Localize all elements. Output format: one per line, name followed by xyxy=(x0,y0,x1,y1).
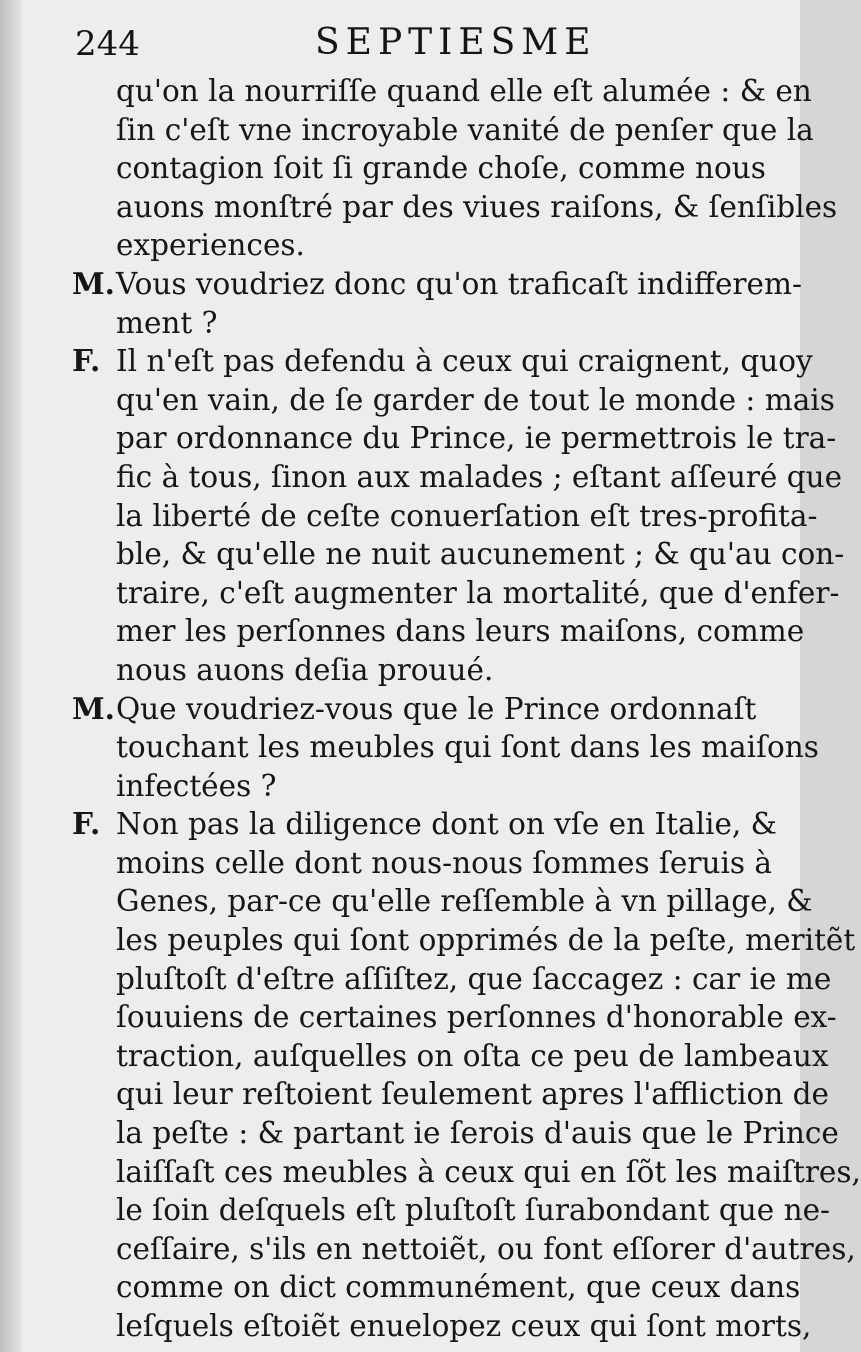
text-line xyxy=(72,1075,830,1114)
text-line xyxy=(72,111,814,150)
line-text: le ſoin deſquels eſt pluſtoſt ſurabondant que ne- xyxy=(116,1193,831,1228)
line-text: Il n'eſt pas defendu à ceux qui craignent, quoy xyxy=(116,344,813,379)
text-line xyxy=(72,1268,801,1307)
speaker-label: F. xyxy=(72,806,101,842)
text-line xyxy=(72,728,819,767)
text-line xyxy=(72,574,840,613)
text-line xyxy=(72,690,784,729)
line-text: Vous voudriez donc qu'on traficaſt indifferem- xyxy=(116,266,802,301)
line-text: la peſte : & partant ie ſerois d'auis que le Prince xyxy=(116,1116,839,1151)
line-text: ceſſaire, s'ils en nettoiẽt, ou font eſſorer d'autres, xyxy=(116,1231,856,1266)
line-text: qu'on la nourriſſe quand elle eſt alumée : & en xyxy=(116,74,812,108)
text-line xyxy=(72,265,802,304)
text-line xyxy=(72,998,837,1037)
text-line xyxy=(72,1191,831,1230)
text-line xyxy=(72,72,812,111)
text-line xyxy=(72,1230,856,1269)
text-line xyxy=(72,882,813,921)
line-text: traction, auſquelles on oſta ce peu de lambeaux xyxy=(116,1038,829,1073)
speaker-label: F. xyxy=(72,343,101,379)
text-line xyxy=(72,304,784,343)
line-text: la liberté de ceſte conuerſation eſt tres-profita- xyxy=(116,498,818,533)
line-text: experiences. xyxy=(116,228,305,263)
text-line xyxy=(72,651,784,690)
text-line xyxy=(72,1153,861,1192)
text-line xyxy=(72,535,845,574)
text-line xyxy=(72,458,843,497)
running-head: SEPTIESME xyxy=(315,22,597,63)
text-line xyxy=(72,805,784,844)
line-text: nous auons deſia prouué. xyxy=(116,652,494,687)
line-text: infectées ? xyxy=(116,768,277,803)
body-text xyxy=(72,72,861,1346)
line-text: Genes, par-ce qu'elle reſſemble à vn pillage, & xyxy=(116,884,813,919)
text-line xyxy=(72,960,832,999)
speaker-label: M. xyxy=(72,265,115,301)
line-text: contagion ſoit ſi grande choſe, comme nous xyxy=(116,151,766,186)
text-line xyxy=(72,381,835,420)
line-text: ſin c'eſt vne incroyable vanité de penſer que la xyxy=(116,112,814,147)
text-line xyxy=(72,342,813,381)
line-text: Que voudriez-vous que le Prince ordonnaſt xyxy=(116,691,757,726)
text-line xyxy=(72,419,837,458)
line-text: ble, & qu'elle ne nuit aucunement ; & qu'au con- xyxy=(116,537,845,572)
line-text: touchant les meubles qui ſont dans les maiſons xyxy=(116,730,819,765)
text-line xyxy=(72,188,838,227)
page-gutter-shadow xyxy=(0,0,22,1352)
text-line xyxy=(72,767,784,806)
speaker-label: M. xyxy=(72,690,115,726)
line-text: moins celle dont nous-nous ſommes ſeruis à xyxy=(116,845,773,880)
text-line xyxy=(72,921,856,960)
text-line xyxy=(72,844,784,883)
text-line xyxy=(72,612,805,651)
line-text: auons monſtré par des viues raiſons, & ſenſibles xyxy=(116,189,838,224)
line-text: qui leur reſtoient ſeulement apres l'affliction de xyxy=(116,1077,830,1112)
line-text: Non pas la diligence dont on vſe en Italie, & xyxy=(116,807,777,842)
text-line xyxy=(72,1114,839,1153)
text-line xyxy=(72,1037,829,1076)
page-header xyxy=(75,22,770,68)
text-line xyxy=(72,497,818,536)
page-number: 244 xyxy=(75,24,140,64)
line-text: qu'en vain, de ſe garder de tout le monde : mais xyxy=(116,382,835,417)
text-line xyxy=(72,1307,812,1346)
line-text: ment ? xyxy=(116,305,218,340)
line-text: les peuples qui ſont opprimés de la peſte, meritẽt xyxy=(116,923,856,958)
line-text: fic à tous, ſinon aux malades ; eſtant aſſeuré que xyxy=(116,459,843,494)
line-text: pluſtoſt d'eſtre aſſiſtez, que ſaccagez : car ie me xyxy=(116,961,832,996)
text-line xyxy=(72,149,784,188)
line-text: ſouuiens de certaines perſonnes d'honorable ex- xyxy=(116,1000,837,1035)
line-text: par ordonnance du Prince, ie permettrois le tra- xyxy=(116,421,837,456)
line-text: leſquels eſtoiẽt enuelopez ceux qui ſont morts, xyxy=(116,1309,812,1343)
text-line xyxy=(72,226,784,265)
line-text: comme on dict communément, que ceux dans xyxy=(116,1270,801,1305)
line-text: traire, c'eſt augmenter la mortalité, que d'enfer- xyxy=(116,575,840,610)
line-text: laiſſaſt ces meubles à ceux qui en ſõt les maiſtres, xyxy=(116,1154,861,1189)
line-text: mer les perſonnes dans leurs maiſons, comme xyxy=(116,614,805,649)
